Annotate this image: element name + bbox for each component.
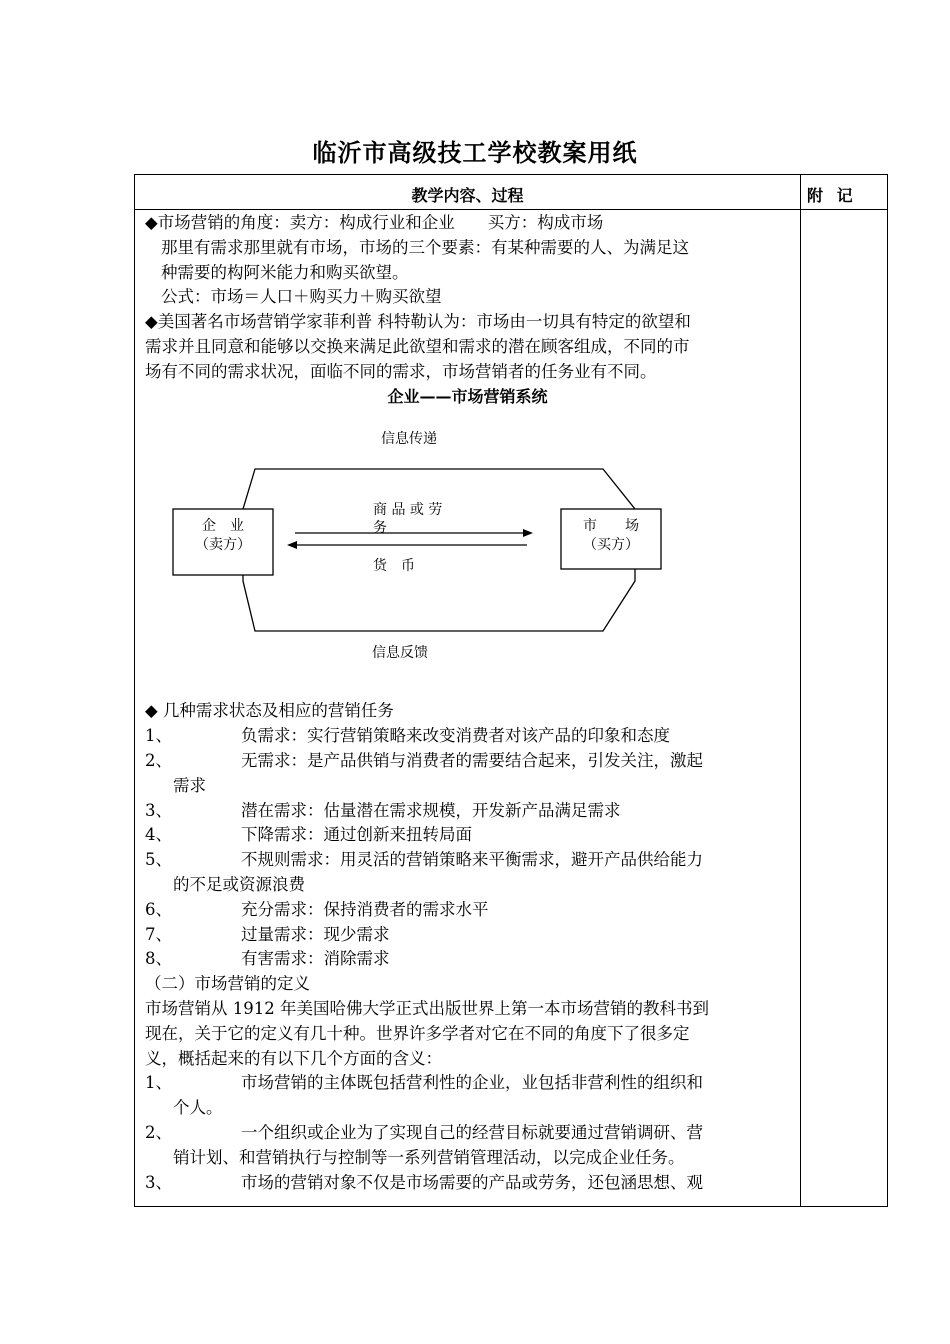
header-content-process: 教学内容、过程 (411, 186, 524, 205)
para1-line2: 那里有需求那里就有市场，市场的三个要素：有某种需要的人、为满足这 (161, 237, 689, 257)
money-label: 货 币 (373, 558, 415, 575)
para1-line3: 种需要的构阿米能力和购买欲望。 (161, 262, 409, 282)
demand-item-2 (145, 749, 790, 774)
header-notes: 附 记 (807, 186, 857, 205)
demand-item-6 (145, 898, 790, 923)
item-number: 2、 (145, 750, 172, 770)
item-text: 市场的营销对象不仅是市场需要的产品或劳务，还包涵思想、观 (241, 1172, 703, 1192)
header-divider (135, 209, 887, 210)
enterprise-name: 企 业 (202, 518, 244, 535)
item-number: 3、 (145, 1172, 172, 1192)
demand-heading: ◆ 几种需求状态及相应的营销任务 (145, 701, 394, 721)
definition-line3: 义，概括起来的有以下几个方面的含义： (145, 1048, 442, 1068)
definition-heading: （二）市场营销的定义 (145, 974, 310, 994)
para2-line3: 场有不同的需求状况，面临不同的需求，市场营销者的任务业有不同。 (145, 361, 657, 381)
item-number: 6、 (145, 899, 172, 919)
definition-item-2 (145, 1121, 790, 1146)
market-name: 市 场 (583, 518, 639, 535)
item-text: 充分需求：保持消费者的需求水平 (241, 899, 489, 919)
lesson-content (145, 211, 790, 1195)
definition-line2: 现在，关于它的定义有几十种。世界许多学者对它在不同的角度下了很多定 (145, 1023, 690, 1043)
marketing-system-diagram (145, 409, 790, 699)
item-number: 3、 (145, 800, 172, 820)
lesson-table (134, 174, 888, 1207)
definition-item-1 (145, 1071, 790, 1096)
goods-label-line1: 商 品 或 劳 (373, 502, 443, 519)
item-text: 潜在需求：估量潜在需求规模，开发新产品满足需求 (241, 800, 621, 820)
demand-item-5 (145, 848, 790, 873)
definition-item-2-cont: 销计划、和营销执行与控制等一系列营销管理活动，以完成企业任务。 (173, 1147, 685, 1167)
item-text: 负需求：实行营销策略来改变消费者对该产品的印象和态度 (241, 726, 670, 746)
page-title: 临沂市高级技工学校教案用纸 (312, 139, 638, 167)
item-text: 市场营销的主体既包括营利性的企业，业包括非营利性的组织和 (241, 1073, 703, 1093)
market-box-label (561, 517, 661, 555)
item-number: 7、 (145, 924, 172, 944)
demand-item-2-cont: 需求 (173, 775, 206, 795)
item-number: 2、 (145, 1122, 172, 1142)
enterprise-box-label (173, 517, 273, 555)
money-arrow-head (287, 541, 297, 549)
item-number: 5、 (145, 850, 172, 870)
item-number: 8、 (145, 949, 172, 969)
item-number: 1、 (145, 1073, 172, 1093)
enterprise-role: （卖方） (195, 537, 251, 554)
demand-item-7 (145, 923, 790, 948)
definition-item-1-cont: 个人。 (173, 1098, 223, 1118)
item-number: 1、 (145, 726, 172, 746)
definition-line1: 市场营销从 1912 年美国哈佛大学正式出版世界上第一本市场营销的教科书到 (145, 998, 709, 1018)
goods-label-line2: 务 (373, 520, 387, 537)
item-text: 过量需求：现少需求 (241, 924, 390, 944)
info-transfer-label: 信息传递 (381, 431, 437, 448)
item-text: 下降需求：通过创新来扭转局面 (241, 825, 472, 845)
formula-line: 公式：市场＝人口＋购买力＋购买欲望 (161, 287, 442, 307)
column-divider (800, 175, 801, 1206)
goods-arrow-head (523, 529, 533, 537)
diagram-title: 企业——市场营销系统 (387, 386, 548, 406)
item-text: 无需求：是产品供销与消费者的需要结合起来，引发关注，激起 (241, 750, 703, 770)
info-feedback-label: 信息反馈 (372, 645, 428, 662)
para2-line2: 需求并且同意和能够以交换来满足此欲望和需求的潜在顾客组成，不同的市 (145, 336, 690, 356)
para1-line1: ◆市场营销的角度：卖方：构成行业和企业 买方：构成市场 (145, 213, 604, 232)
item-text: 不规则需求：用灵活的营销策略来平衡需求，避开产品供给能力 (241, 850, 703, 870)
para2-line1: ◆美国著名市场营销学家菲利普 科特勒认为：市场由一切具有特定的欲望和 (145, 312, 691, 332)
definition-item-3 (145, 1171, 790, 1196)
demand-item-4 (145, 823, 790, 848)
demand-item-1 (145, 724, 790, 749)
demand-item-8 (145, 947, 790, 972)
demand-item-5-cont: 的不足或资源浪费 (173, 874, 305, 894)
item-text: 一个组织或企业为了实现自己的经营目标就要通过营销调研、营 (241, 1122, 703, 1142)
item-number: 4、 (145, 825, 172, 845)
market-role: （买方） (583, 537, 639, 554)
item-text: 有害需求：消除需求 (241, 949, 390, 969)
demand-item-3 (145, 799, 790, 824)
